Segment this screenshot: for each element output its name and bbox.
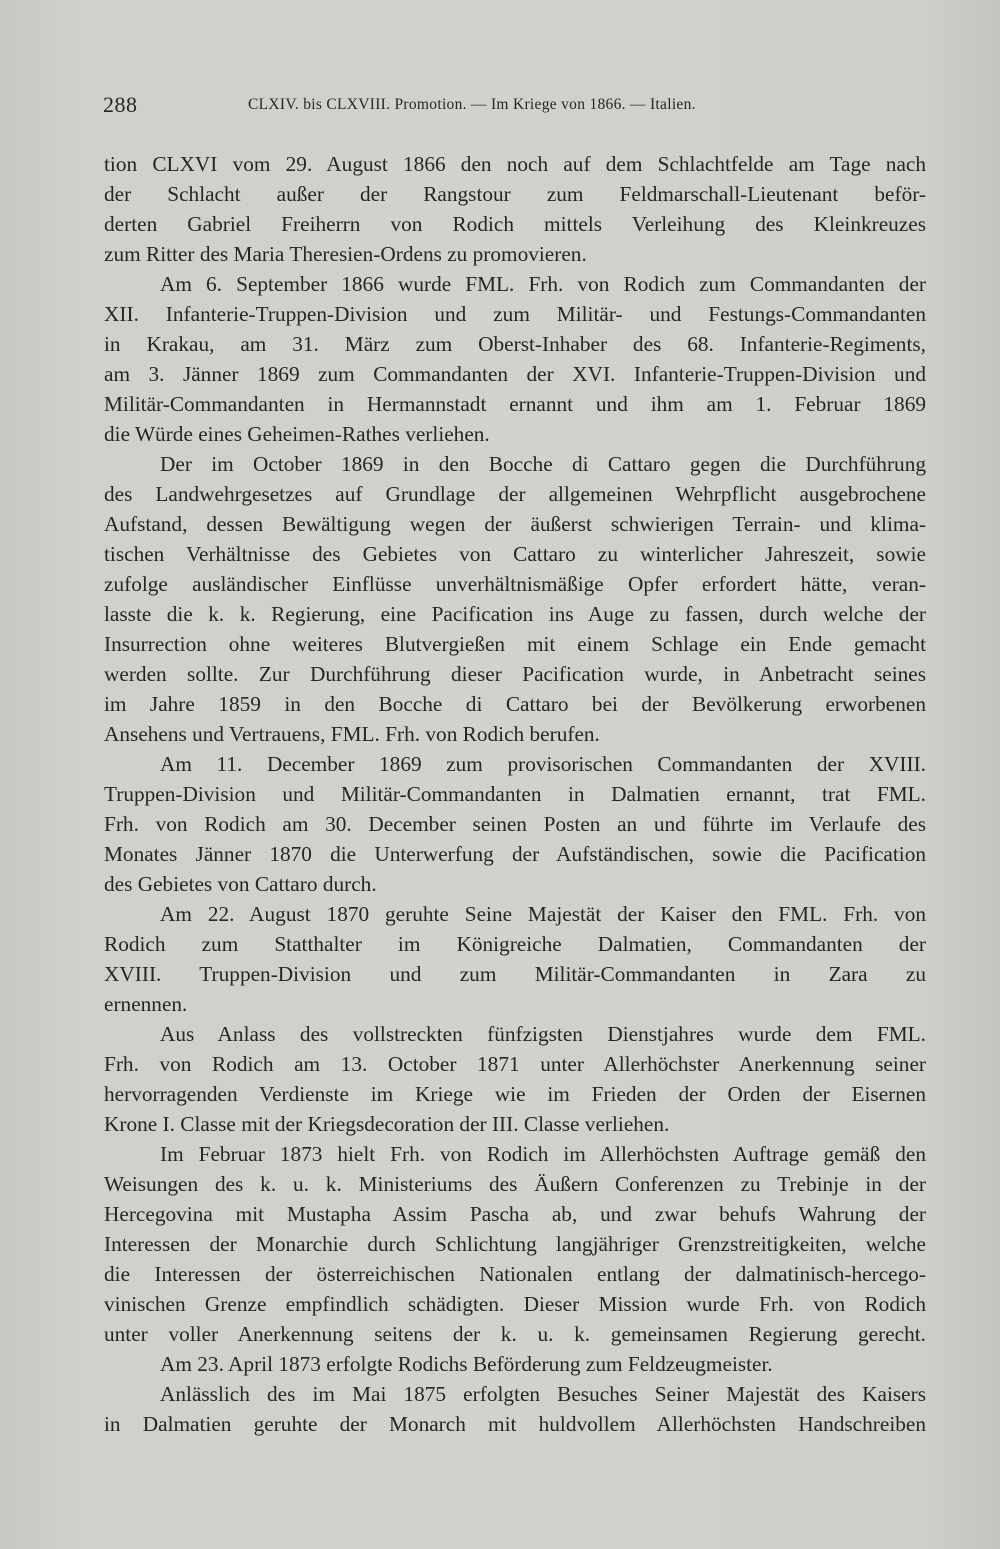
text-line: Insurrection ohne weiteres Blutvergießen mit einem Schlage ein Ende gemacht xyxy=(104,632,926,656)
text-line: XVIII. Truppen-Division und zum Militär-Commandanten in Zara zu xyxy=(104,962,926,986)
text-line: zufolge ausländischer Einflüsse unverhältnismäßige Opfer erfordert hätte, veran- xyxy=(104,572,926,596)
text-line: Frh. von Rodich am 30. December seinen Posten an und führte im Verlaufe des xyxy=(104,812,926,836)
text-line: in Krakau, am 31. März zum Oberst-Inhaber des 68. Infanterie-Regiments, xyxy=(104,332,926,356)
text-line: des Gebietes von Cattaro durch. xyxy=(104,872,377,896)
text-line: Aufstand, dessen Bewältigung wegen der äußerst schwierigen Terrain- und klima- xyxy=(104,512,926,536)
text-line: Krone I. Classe mit der Kriegsdecoration der III. Classe verliehen. xyxy=(104,1112,670,1136)
text-line: unter voller Anerkennung seitens der k. u. k. gemeinsamen Regierung gerecht. xyxy=(104,1322,926,1346)
text-line: Der im October 1869 in den Bocche di Cattaro gegen die Durchführung xyxy=(160,452,926,476)
text-line: Am 23. April 1873 erfolgte Rodichs Beförderung zum Feldzeugmeister. xyxy=(160,1352,773,1376)
text-line: Weisungen des k. u. k. Ministeriums des Äußern Conferenzen zu Trebinje in der xyxy=(104,1172,926,1196)
text-line: lasste die k. k. Regierung, eine Pacification ins Auge zu fassen, durch welche der xyxy=(104,602,926,626)
text-line: zum Ritter des Maria Theresien-Ordens zu promovieren. xyxy=(104,242,587,266)
text-line: ernennen. xyxy=(104,992,188,1016)
text-line: tischen Verhältnisse des Gebietes von Cattaro zu winterlicher Jahreszeit, sowie xyxy=(104,542,926,566)
running-head: CLXIV. bis CLXVIII. Promotion. — Im Kriege von 1866. — Italien. xyxy=(248,96,696,113)
text-line: XII. Infanterie-Truppen-Division und zum Militär- und Festungs-Commandanten xyxy=(104,302,926,326)
text-line: des Landwehrgesetzes auf Grundlage der allgemeinen Wehrpflicht ausgebrochene xyxy=(104,482,926,506)
text-line: im Jahre 1859 in den Bocche di Cattaro bei der Bevölkerung erworbenen xyxy=(104,692,926,716)
text-line: Am 22. August 1870 geruhte Seine Majestät der Kaiser den FML. Frh. von xyxy=(160,902,926,926)
text-line: am 3. Jänner 1869 zum Commandanten der XVI. Infanterie-Truppen-Division und xyxy=(104,362,926,386)
text-line: Rodich zum Statthalter im Königreiche Dalmatien, Commandanten der xyxy=(104,932,926,956)
text-line: Ansehens und Vertrauens, FML. Frh. von Rodich berufen. xyxy=(104,722,600,746)
text-line: hervorragenden Verdienste im Kriege wie im Frieden der Orden der Eisernen xyxy=(104,1082,926,1106)
text-line: Monates Jänner 1870 die Unterwerfung der Aufständischen, sowie die Pacification xyxy=(104,842,926,866)
text-line: Interessen der Monarchie durch Schlichtung langjähriger Grenzstreitigkeiten, welche xyxy=(104,1232,926,1256)
page-header xyxy=(103,92,803,116)
text-line: Hercegovina mit Mustapha Assim Pascha ab, und zwar behufs Wahrung der xyxy=(104,1202,926,1226)
text-line: Am 11. December 1869 zum provisorischen Commandanten der XVIII. xyxy=(160,752,926,776)
text-line: Aus Anlass des vollstreckten fünfzigsten Dienstjahres wurde dem FML. xyxy=(160,1022,926,1046)
text-line: Truppen-Division und Militär-Commandanten in Dalmatien ernannt, trat FML. xyxy=(104,782,926,806)
text-line: Frh. von Rodich am 13. October 1871 unter Allerhöchster Anerkennung seiner xyxy=(104,1052,926,1076)
text-line: der Schlacht außer der Rangstour zum Feldmarschall-Lieutenant beför- xyxy=(104,182,926,206)
text-line: Am 6. September 1866 wurde FML. Frh. von Rodich zum Commandanten der xyxy=(160,272,926,296)
page-number: 288 xyxy=(103,92,138,117)
text-line: die Interessen der österreichischen Nationalen entlang der dalmatinisch-hercego- xyxy=(104,1262,926,1286)
text-line: vinischen Grenze empfindlich schädigten. Dieser Mission wurde Frh. von Rodich xyxy=(104,1292,926,1316)
text-line: werden sollte. Zur Durchführung dieser Pacification wurde, in Anbetracht seines xyxy=(104,662,926,686)
text-line: in Dalmatien geruhte der Monarch mit huldvollem Allerhöchsten Handschreiben xyxy=(104,1412,926,1436)
text-line: tion CLXVI vom 29. August 1866 den noch auf dem Schlachtfelde am Tage nach xyxy=(104,152,926,176)
text-line: Anlässlich des im Mai 1875 erfolgten Besuches Seiner Majestät des Kaisers xyxy=(160,1382,926,1406)
text-line: derten Gabriel Freiherrn von Rodich mittels Verleihung des Kleinkreuzes xyxy=(104,212,926,236)
text-line: Militär-Commandanten in Hermannstadt ernannt und ihm am 1. Februar 1869 xyxy=(104,392,926,416)
text-line: die Würde eines Geheimen-Rathes verliehen. xyxy=(104,422,490,446)
text-line: Im Februar 1873 hielt Frh. von Rodich im Allerhöchsten Auftrage gemäß den xyxy=(160,1142,926,1166)
